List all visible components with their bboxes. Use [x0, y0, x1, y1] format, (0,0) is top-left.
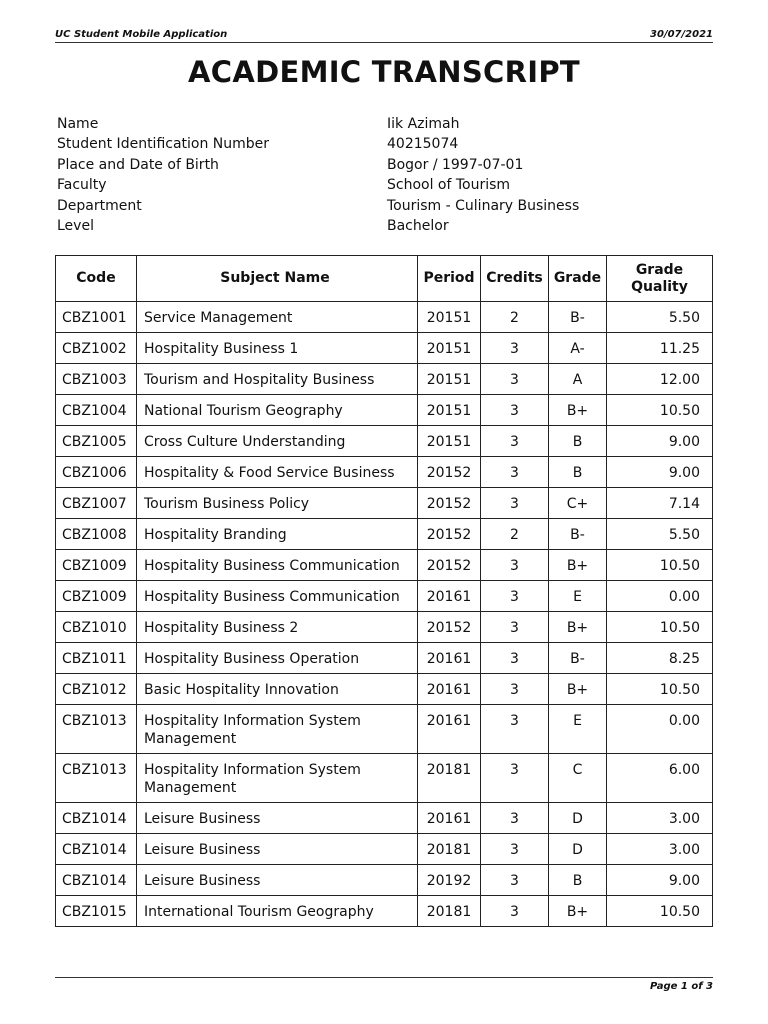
info-label: Student Identification Number	[57, 136, 270, 153]
page-header	[55, 29, 713, 43]
cell-code: CBZ1015	[56, 896, 137, 927]
cell-subject: Hospitality Business Communication	[137, 581, 418, 612]
cell-grade: B+	[549, 395, 607, 426]
cell-grade-quality: 9.00	[607, 865, 713, 896]
cell-period: 20192	[418, 865, 481, 896]
cell-code: CBZ1013	[56, 754, 137, 803]
table-row	[56, 581, 713, 612]
cell-credits: 3	[481, 834, 549, 865]
cell-grade-quality: 0.00	[607, 581, 713, 612]
cell-grade: A	[549, 364, 607, 395]
cell-grade-quality: 10.50	[607, 395, 713, 426]
cell-period: 20181	[418, 754, 481, 803]
cell-credits: 2	[481, 519, 549, 550]
cell-credits: 3	[481, 488, 549, 519]
cell-credits: 3	[481, 364, 549, 395]
cell-credits: 3	[481, 896, 549, 927]
table-row	[56, 364, 713, 395]
cell-code: CBZ1003	[56, 364, 137, 395]
table-row	[56, 612, 713, 643]
cell-subject: Hospitality & Food Service Business	[137, 457, 418, 488]
table-row	[56, 457, 713, 488]
cell-grade-quality: 3.00	[607, 834, 713, 865]
table-row	[56, 550, 713, 581]
cell-grade-quality: 12.00	[607, 364, 713, 395]
cell-code: CBZ1014	[56, 834, 137, 865]
info-row	[57, 196, 717, 216]
cell-period: 20161	[418, 803, 481, 834]
cell-credits: 3	[481, 803, 549, 834]
info-row	[57, 175, 717, 195]
student-info	[57, 114, 717, 236]
cell-subject: International Tourism Geography	[137, 896, 418, 927]
cell-code: CBZ1014	[56, 803, 137, 834]
cell-grade-quality: 5.50	[607, 519, 713, 550]
table-row	[56, 488, 713, 519]
table-row	[56, 803, 713, 834]
cell-subject: Hospitality Information System Management	[137, 754, 418, 803]
col-header-grade-quality: Grade Quality	[607, 256, 713, 302]
table-row	[56, 395, 713, 426]
cell-credits: 3	[481, 395, 549, 426]
col-header-credits: Credits	[481, 256, 549, 302]
table-row	[56, 754, 713, 803]
cell-grade-quality: 3.00	[607, 803, 713, 834]
cell-code: CBZ1009	[56, 550, 137, 581]
cell-credits: 3	[481, 426, 549, 457]
cell-subject: Leisure Business	[137, 803, 418, 834]
table-header-row	[56, 256, 713, 302]
cell-code: CBZ1014	[56, 865, 137, 896]
cell-subject: National Tourism Geography	[137, 395, 418, 426]
cell-period: 20151	[418, 364, 481, 395]
info-row	[57, 114, 717, 134]
cell-period: 20161	[418, 581, 481, 612]
cell-subject: Hospitality Business Operation	[137, 643, 418, 674]
print-date: 30/07/2021	[650, 29, 713, 40]
cell-subject: Hospitality Business Communication	[137, 550, 418, 581]
cell-code: CBZ1012	[56, 674, 137, 705]
cell-grade-quality: 9.00	[607, 457, 713, 488]
cell-period: 20161	[418, 643, 481, 674]
cell-credits: 3	[481, 865, 549, 896]
document-title: ACADEMIC TRANSCRIPT	[188, 55, 580, 89]
col-header-code: Code	[56, 256, 137, 302]
table-row	[56, 643, 713, 674]
cell-grade-quality: 10.50	[607, 612, 713, 643]
cell-code: CBZ1008	[56, 519, 137, 550]
cell-period: 20151	[418, 333, 481, 364]
cell-grade: B-	[549, 519, 607, 550]
cell-subject: Service Management	[137, 302, 418, 333]
cell-grade-quality: 9.00	[607, 426, 713, 457]
cell-credits: 3	[481, 333, 549, 364]
cell-credits: 3	[481, 674, 549, 705]
app-name: UC Student Mobile Application	[55, 29, 228, 40]
cell-period: 20152	[418, 550, 481, 581]
cell-grade-quality: 8.25	[607, 643, 713, 674]
cell-grade-quality: 10.50	[607, 550, 713, 581]
cell-credits: 3	[481, 550, 549, 581]
page-number: Page 1 of 3	[650, 981, 713, 992]
cell-subject: Hospitality Branding	[137, 519, 418, 550]
info-label: Department	[57, 197, 142, 214]
cell-code: CBZ1001	[56, 302, 137, 333]
info-value: Bogor / 1997-07-01	[387, 156, 524, 173]
cell-period: 20151	[418, 395, 481, 426]
table-row	[56, 674, 713, 705]
cell-grade: B	[549, 426, 607, 457]
col-header-grade: Grade	[549, 256, 607, 302]
info-label: Name	[57, 116, 99, 132]
cell-code: CBZ1004	[56, 395, 137, 426]
cell-code: CBZ1006	[56, 457, 137, 488]
info-label: Place and Date of Birth	[57, 156, 219, 173]
cell-grade: E	[549, 581, 607, 612]
cell-grade-quality: 7.14	[607, 488, 713, 519]
cell-period: 20181	[418, 834, 481, 865]
cell-period: 20152	[418, 457, 481, 488]
cell-grade-quality: 10.50	[607, 896, 713, 927]
cell-grade: B+	[549, 896, 607, 927]
cell-subject: Hospitality Business 1	[137, 333, 418, 364]
info-value: School of Tourism	[387, 177, 511, 194]
info-label: Level	[57, 218, 94, 235]
cell-code: CBZ1009	[56, 581, 137, 612]
cell-subject: Tourism and Hospitality Business	[137, 364, 418, 395]
info-value: 40215074	[387, 136, 459, 153]
cell-grade: B	[549, 865, 607, 896]
page-footer	[55, 977, 713, 992]
cell-subject: Cross Culture Understanding	[137, 426, 418, 457]
cell-subject: Leisure Business	[137, 834, 418, 865]
cell-code: CBZ1011	[56, 643, 137, 674]
cell-credits: 3	[481, 643, 549, 674]
cell-period: 20152	[418, 612, 481, 643]
cell-subject: Leisure Business	[137, 865, 418, 896]
cell-grade: B+	[549, 674, 607, 705]
cell-grade: D	[549, 803, 607, 834]
cell-code: CBZ1007	[56, 488, 137, 519]
table-row	[56, 896, 713, 927]
cell-period: 20161	[418, 705, 481, 754]
info-value: Iik Azimah	[387, 116, 460, 132]
cell-grade-quality: 10.50	[607, 674, 713, 705]
table-row	[56, 865, 713, 896]
cell-subject: Hospitality Information System Management	[137, 705, 418, 754]
cell-code: CBZ1010	[56, 612, 137, 643]
info-value: Tourism - Culinary Business	[387, 197, 580, 214]
table-row	[56, 705, 713, 754]
col-header-subject: Subject Name	[137, 256, 418, 302]
table-row	[56, 426, 713, 457]
cell-credits: 3	[481, 581, 549, 612]
cell-code: CBZ1002	[56, 333, 137, 364]
cell-grade: B-	[549, 643, 607, 674]
cell-credits: 3	[481, 457, 549, 488]
cell-credits: 2	[481, 302, 549, 333]
cell-period: 20181	[418, 896, 481, 927]
cell-grade: C+	[549, 488, 607, 519]
cell-code: CBZ1013	[56, 705, 137, 754]
info-row	[57, 155, 717, 175]
cell-grade-quality: 0.00	[607, 705, 713, 754]
table-row	[56, 519, 713, 550]
cell-subject: Tourism Business Policy	[137, 488, 418, 519]
cell-grade: B+	[549, 612, 607, 643]
cell-subject: Basic Hospitality Innovation	[137, 674, 418, 705]
cell-period: 20151	[418, 302, 481, 333]
info-row	[57, 216, 717, 236]
cell-credits: 3	[481, 705, 549, 754]
col-header-period: Period	[418, 256, 481, 302]
cell-grade: E	[549, 705, 607, 754]
cell-period: 20152	[418, 519, 481, 550]
cell-period: 20151	[418, 426, 481, 457]
info-label: Faculty	[57, 177, 107, 194]
table-row	[56, 302, 713, 333]
cell-grade: B+	[549, 550, 607, 581]
table-row	[56, 333, 713, 364]
info-row	[57, 134, 717, 154]
cell-grade: A-	[549, 333, 607, 364]
cell-grade-quality: 6.00	[607, 754, 713, 803]
transcript-table	[55, 255, 713, 927]
cell-credits: 3	[481, 612, 549, 643]
cell-credits: 3	[481, 754, 549, 803]
cell-period: 20152	[418, 488, 481, 519]
cell-grade: C	[549, 754, 607, 803]
cell-grade-quality: 5.50	[607, 302, 713, 333]
cell-grade: B-	[549, 302, 607, 333]
cell-grade-quality: 11.25	[607, 333, 713, 364]
table-row	[56, 834, 713, 865]
cell-grade: B	[549, 457, 607, 488]
cell-subject: Hospitality Business 2	[137, 612, 418, 643]
cell-period: 20161	[418, 674, 481, 705]
info-value: Bachelor	[387, 218, 449, 235]
cell-grade: D	[549, 834, 607, 865]
cell-code: CBZ1005	[56, 426, 137, 457]
